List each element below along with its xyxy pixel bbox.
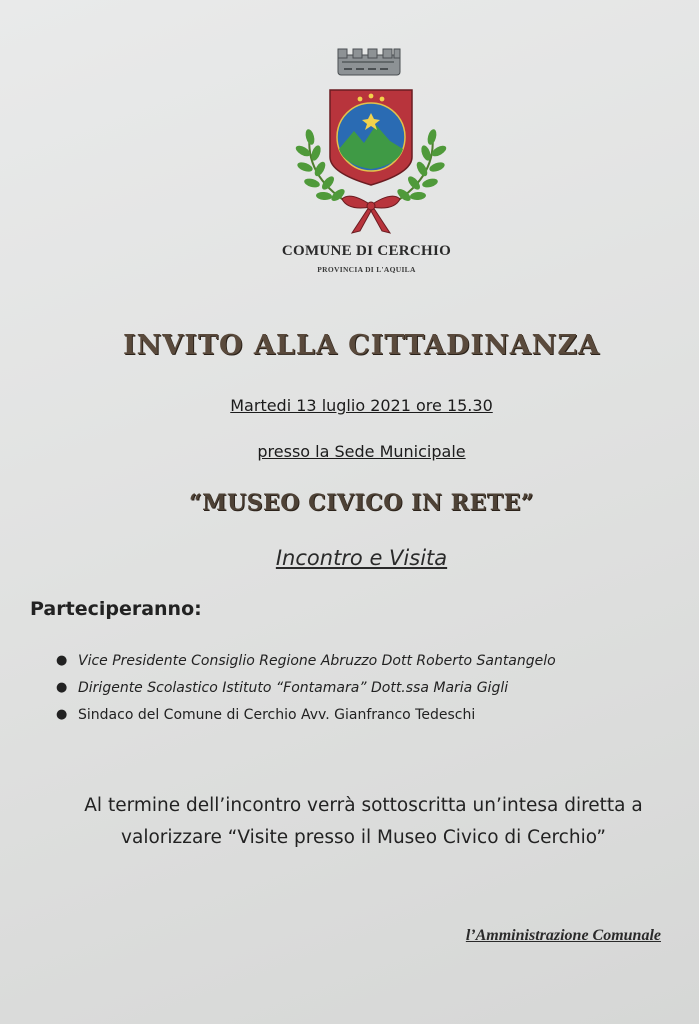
list-item bbox=[54, 650, 694, 677]
event-subtitle: Incontro e Visita bbox=[275, 546, 448, 570]
event-name: “MUSEO CIVICO IN RETE” bbox=[188, 490, 535, 516]
closing-line-1: Al termine dell’incontro verrà sottoscritta un’intesa diretta a bbox=[84, 795, 643, 816]
participants-list bbox=[54, 650, 694, 731]
list-item bbox=[54, 677, 694, 704]
invitation-title: INVITO ALLA CITTADINANZA bbox=[123, 330, 600, 361]
bullet-icon: ● bbox=[56, 653, 68, 668]
comune-name: COMUNE DI CERCHIO bbox=[281, 243, 452, 259]
event-date: Martedi 13 luglio 2021 ore 15.30 bbox=[230, 396, 493, 415]
list-item bbox=[54, 704, 694, 731]
participant-name: Dirigente Scolastico Istituto “Fontamara” Dott.ssa Maria Gigli bbox=[78, 680, 509, 696]
signature: l’Amministrazione Comunale bbox=[465, 927, 661, 944]
closing-paragraph bbox=[0, 790, 699, 854]
closing-line-2: valorizzare “Visite presso il Museo Civico di Cerchio” bbox=[121, 827, 606, 848]
shield-icon bbox=[330, 90, 412, 185]
bullet-icon: ● bbox=[56, 707, 68, 722]
coat-of-arms-icon bbox=[290, 45, 450, 240]
ribbon-icon bbox=[342, 196, 400, 233]
participant-name: Vice Presidente Consiglio Regione Abruzzo Dott Roberto Santangelo bbox=[78, 653, 556, 669]
event-place: presso la Sede Municipale bbox=[257, 442, 466, 461]
bullet-icon: ● bbox=[56, 680, 68, 695]
participants-heading: Parteciperanno: bbox=[30, 598, 202, 620]
crown-icon bbox=[338, 49, 400, 75]
participant-name: Sindaco del Comune di Cerchio Avv. Gianfranco Tedeschi bbox=[78, 707, 476, 723]
provincia-label: PROVINCIA DI L'AQUILA bbox=[317, 265, 416, 274]
